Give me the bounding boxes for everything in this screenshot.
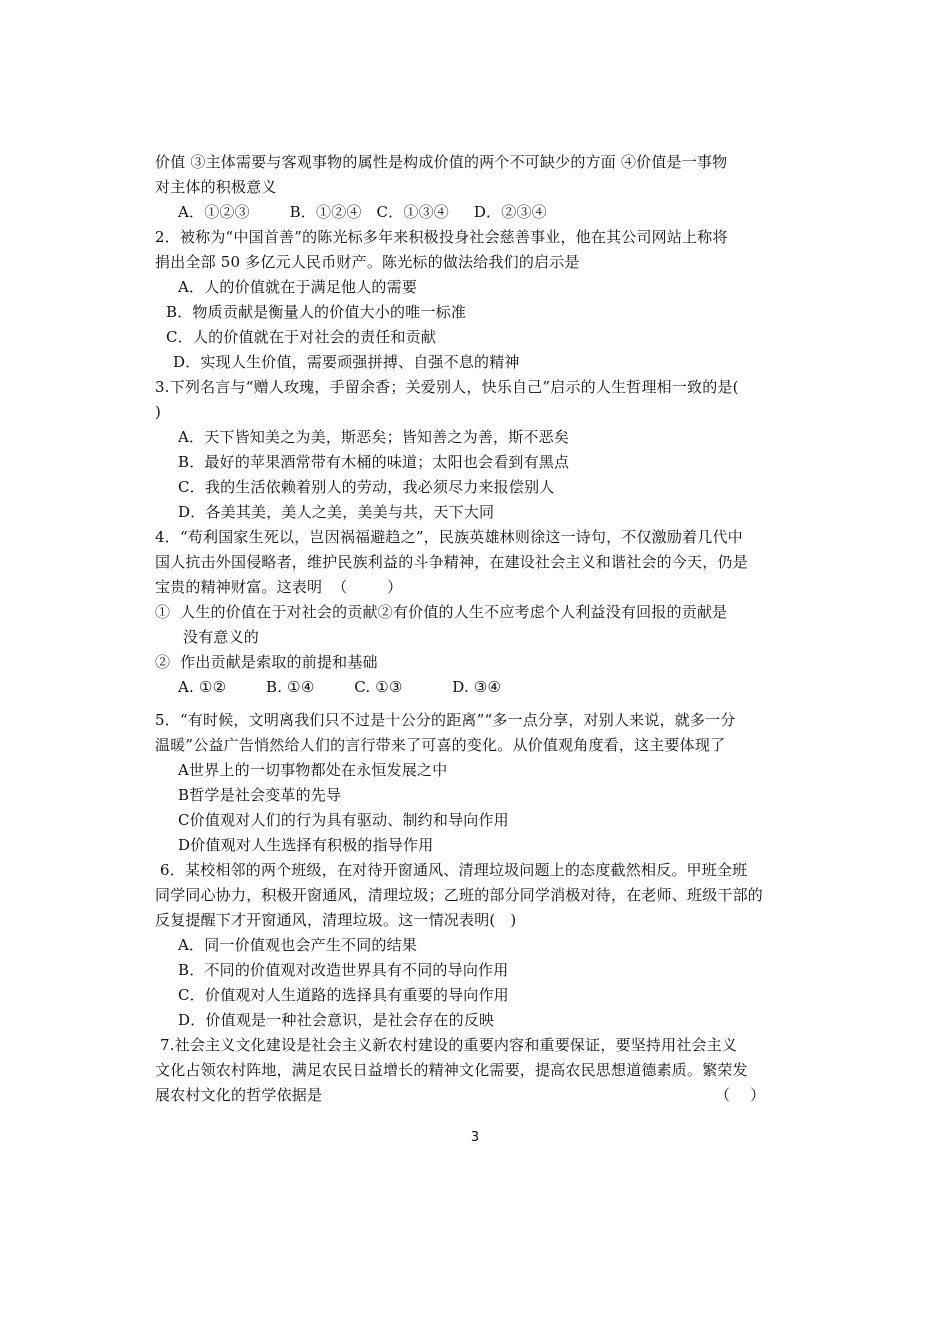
- text-line: 捐出全部 50 多亿元人民币财产。陈光标的做法给我们的启示是: [155, 253, 580, 271]
- text-line: C．人的价值就在于对社会的责任和贡献: [166, 328, 437, 346]
- text-line: 7.社会主义文化建设是社会主义新农村建设的重要内容和重要保证，要坚持用社会主义: [160, 1036, 738, 1054]
- text-line: 同学同心协力，积极开窗通风，清理垃圾；乙班的部分同学消极对待，在老师、班级干部的: [155, 886, 764, 904]
- text-line: 文化占领农村阵地，满足农民日益增长的精神文化需要，提高农民思想道德素质。繁荣发: [155, 1061, 748, 1079]
- text-line: 对主体的积极意义: [155, 178, 277, 196]
- text-line: A．天下皆知美之为美，斯恶矣；皆知善之为善，斯不恶矣: [178, 428, 570, 446]
- text-line: 国人抗击外国侵略者，维护民族利益的斗争精神，在建设社会主义和谐社会的今天，仍是: [155, 553, 748, 571]
- text-line: A．人的价值就在于满足他人的需要: [178, 278, 418, 296]
- text-line: A．同一价值观也会产生不同的结果: [178, 936, 418, 954]
- text-line: ② 作出贡献是索取的前提和基础: [155, 653, 378, 671]
- text-line: 4．“苟利国家生死以，岂因祸福避趋之”，民族英雄林则徐这一诗句，不仅激励着几代中: [155, 528, 743, 546]
- text-line: B哲学是社会变革的先导: [178, 786, 342, 804]
- text-line: 反复提醒下才开窗通风，清理垃圾。这一情况表明( ): [155, 911, 517, 929]
- text-line: 没有意义的: [183, 628, 260, 646]
- text-line: D．实现人生价值，需要顽强拼搏、自强不息的精神: [173, 353, 520, 371]
- text-line: ): [155, 403, 162, 421]
- text-line: C．价值观对人生道路的选择具有重要的导向作用: [178, 986, 509, 1004]
- text-line: A．①②③ B．①②④ C．①③④ D．②③④: [178, 203, 547, 221]
- text-line: 温暖”公益广告悄然给人们的言行带来了可喜的变化。从价值观角度看，这主要体现了: [155, 736, 726, 754]
- answer-blank: （ ）: [715, 1086, 766, 1104]
- page-number: 3: [470, 1130, 480, 1145]
- text-line: ① 人生的价值在于对社会的贡献②有价值的人生不应考虑个人利益没有回报的贡献是: [155, 603, 728, 621]
- text-line: 2．被称为“中国首善”的陈光标多年来积极投身社会慈善事业，他在其公司网站上称将: [155, 228, 728, 246]
- text-line: A世界上的一切事物都处在永恒发展之中: [178, 761, 448, 779]
- text-line: 5．“有时候，文明离我们只不过是十公分的距离”“多一点分享，对别人来说，就多一分: [155, 711, 736, 729]
- text-line: B．不同的价值观对改造世界具有不同的导向作用: [178, 961, 509, 979]
- text-line: 价值 ③主体需要与客观事物的属性是构成价值的两个不可缺少的方面 ④价值是一事物: [155, 153, 728, 171]
- text-line: B．物质贡献是衡量人的价值大小的唯一标准: [166, 303, 467, 321]
- text-line: D．各美其美，美人之美，美美与共，天下大同: [178, 503, 495, 521]
- text-line: B．最好的苹果酒常带有木桶的味道；太阳也会看到有黑点: [178, 453, 570, 471]
- text-line: 展农村文化的哲学依据是: [155, 1086, 323, 1104]
- text-line: C．我的生活依赖着别人的劳动，我必须尽力来报偿别人: [178, 478, 555, 496]
- text-line: 6．某校相邻的两个班级，在对待开窗通风、清理垃圾问题上的态度截然相反。甲班全班: [160, 861, 748, 879]
- text-line: D．价值观是一种社会意识，是社会存在的反映: [178, 1011, 495, 1029]
- text-line: 3.下列名言与“赠人玫瑰，手留余香；关爱别人，快乐自己”启示的人生哲理相一致的是(: [155, 378, 739, 396]
- text-line: D价值观对人生选择有积极的指导作用: [178, 836, 434, 854]
- text-line: 宝贵的精神财富。这表明 （ ）: [155, 578, 403, 596]
- text-line: C价值观对人们的行为具有驱动、制约和导向作用: [178, 811, 509, 829]
- text-line: A. ①② B. ①④ C. ①③ D. ③④: [178, 678, 502, 696]
